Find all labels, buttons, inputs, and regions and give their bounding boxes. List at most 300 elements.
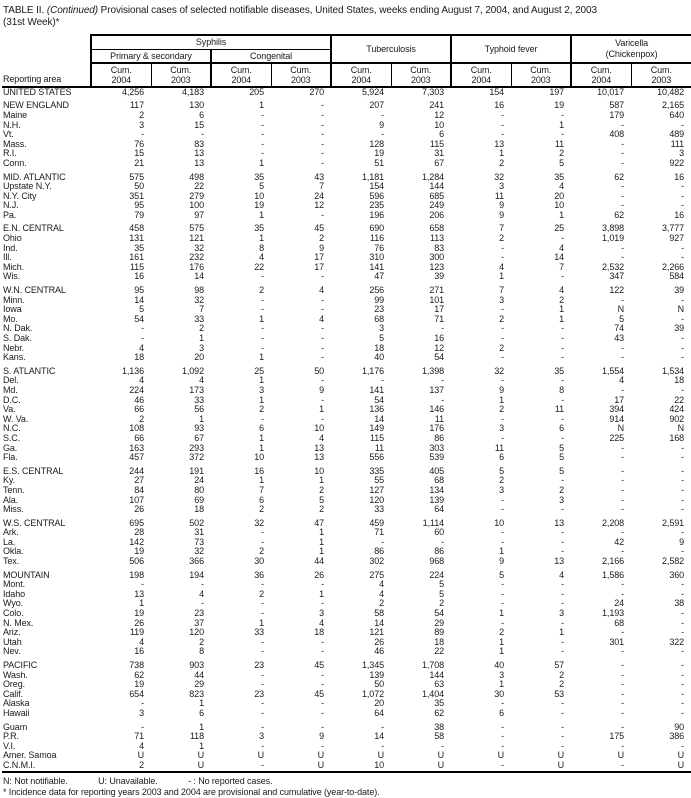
value-cell: - bbox=[681, 698, 685, 709]
value-cell: 4 bbox=[259, 252, 264, 263]
value-cell: - bbox=[621, 504, 625, 515]
value-cell: - bbox=[621, 721, 625, 732]
value-cell: 5 bbox=[259, 181, 264, 192]
value-cell: - bbox=[321, 375, 325, 386]
value-cell: 24 bbox=[614, 598, 625, 609]
value-cell: 30 bbox=[254, 556, 264, 567]
value-cell: 1,019 bbox=[602, 233, 625, 244]
table-row bbox=[2, 453, 691, 463]
value-cell: 40 bbox=[494, 660, 505, 670]
value-cell: 360 bbox=[669, 569, 685, 580]
reporting-area-cell: D.C. bbox=[3, 394, 21, 405]
value-cell: 10 bbox=[374, 759, 385, 770]
value-cell: 15 bbox=[134, 148, 144, 159]
value-cell: 9 bbox=[499, 556, 505, 567]
table-row bbox=[2, 87, 691, 98]
value-cell: 539 bbox=[429, 452, 445, 463]
value-cell: 51 bbox=[374, 157, 385, 168]
reporting-area-cell: Oreg. bbox=[3, 679, 26, 690]
value-cell: 1 bbox=[199, 740, 204, 751]
value-cell: 8 bbox=[259, 242, 264, 253]
value-cell: - bbox=[261, 740, 264, 751]
column-header-cum-2003-4 bbox=[511, 63, 571, 87]
value-cell: - bbox=[681, 617, 685, 628]
value-cell: 5 bbox=[619, 313, 625, 324]
reporting-area-cell: UNITED STATES bbox=[3, 86, 72, 97]
reporting-area-cell: Upstate N.Y. bbox=[3, 181, 52, 192]
value-cell: - bbox=[621, 252, 625, 263]
value-cell: 18 bbox=[194, 504, 204, 515]
value-cell: 58 bbox=[434, 731, 445, 742]
column-header-cum-2003-2 bbox=[271, 63, 331, 87]
value-cell: 1 bbox=[259, 233, 264, 244]
value-cell: 1 bbox=[139, 598, 144, 609]
value-cell: 1 bbox=[259, 352, 264, 363]
value-cell: 5 bbox=[439, 579, 445, 590]
value-cell: 2 bbox=[499, 313, 505, 324]
value-cell: - bbox=[561, 233, 565, 244]
table-row bbox=[2, 751, 691, 761]
value-cell: 29 bbox=[194, 679, 204, 690]
value-cell: 3 bbox=[139, 707, 144, 718]
table-row bbox=[2, 121, 691, 131]
value-cell: - bbox=[681, 527, 685, 538]
value-cell: 121 bbox=[189, 233, 204, 244]
value-cell: - bbox=[681, 342, 685, 353]
value-cell: - bbox=[501, 759, 505, 770]
value-cell: 71 bbox=[434, 313, 445, 324]
value-cell: 191 bbox=[189, 465, 204, 476]
reporting-area-cell: Vt. bbox=[3, 129, 14, 140]
value-cell: - bbox=[681, 190, 685, 201]
table-row bbox=[2, 680, 691, 690]
value-cell: 6 bbox=[259, 494, 264, 505]
value-cell: 68 bbox=[374, 313, 385, 324]
value-cell: 14 bbox=[374, 413, 385, 424]
value-cell: 17 bbox=[314, 252, 325, 263]
value-cell: 4 bbox=[199, 588, 204, 599]
value-cell: 76 bbox=[134, 138, 144, 149]
value-cell: 1 bbox=[199, 698, 204, 709]
value-cell: - bbox=[621, 759, 625, 770]
value-cell: 66 bbox=[134, 432, 144, 443]
value-cell: - bbox=[561, 271, 565, 282]
value-cell: 23 bbox=[194, 608, 204, 619]
value-cell: 1,092 bbox=[181, 365, 204, 376]
value-cell: 142 bbox=[129, 536, 144, 547]
value-cell: - bbox=[561, 333, 565, 343]
value-cell: 73 bbox=[194, 536, 204, 547]
value-cell: - bbox=[261, 129, 264, 140]
value-cell: 56 bbox=[194, 404, 204, 415]
value-cell: - bbox=[621, 181, 625, 192]
table-row bbox=[2, 130, 691, 140]
value-cell: 99 bbox=[374, 294, 385, 305]
value-cell: 902 bbox=[669, 413, 685, 424]
year-label: 2003 bbox=[170, 74, 191, 85]
value-cell: 12 bbox=[434, 342, 445, 353]
value-cell: 13 bbox=[134, 588, 144, 599]
value-cell: 43 bbox=[614, 333, 625, 343]
value-cell: 198 bbox=[129, 569, 144, 580]
value-cell: 90 bbox=[674, 721, 685, 732]
value-cell: - bbox=[321, 304, 325, 315]
cum-label: Cum. bbox=[230, 64, 252, 75]
value-cell: 67 bbox=[434, 157, 445, 168]
table-row bbox=[2, 496, 691, 506]
value-cell: 10 bbox=[314, 465, 325, 476]
value-cell: 256 bbox=[369, 285, 385, 296]
value-cell: - bbox=[261, 119, 264, 130]
value-cell: 17 bbox=[434, 304, 445, 315]
value-cell: 5,924 bbox=[362, 86, 385, 97]
value-cell: 8 bbox=[199, 646, 204, 657]
value-cell: 394 bbox=[609, 404, 625, 415]
value-cell: - bbox=[261, 598, 264, 609]
value-cell: 7,303 bbox=[422, 86, 445, 97]
value-cell: 107 bbox=[129, 494, 144, 505]
value-cell: 1 bbox=[499, 271, 505, 282]
value-cell: - bbox=[621, 200, 625, 211]
value-cell: 146 bbox=[429, 404, 445, 415]
value-cell: - bbox=[561, 129, 565, 140]
reporting-area-cell: Mass. bbox=[3, 138, 27, 149]
varicella-label-line2: (Chickenpox) bbox=[605, 48, 658, 59]
table-row bbox=[2, 528, 691, 538]
value-cell: U bbox=[317, 759, 325, 770]
value-cell: 206 bbox=[429, 209, 445, 220]
value-cell: 19 bbox=[134, 608, 144, 619]
column-header-cum-2004-3 bbox=[331, 63, 391, 87]
value-cell: 224 bbox=[129, 384, 144, 395]
value-cell: 5 bbox=[319, 494, 325, 505]
value-cell: 457 bbox=[129, 452, 144, 463]
cum-label: Cum. bbox=[590, 64, 612, 75]
value-cell: 67 bbox=[194, 432, 204, 443]
value-cell: 141 bbox=[369, 384, 385, 395]
value-cell: 2,165 bbox=[662, 100, 685, 111]
value-cell: 45 bbox=[314, 223, 325, 234]
value-cell: 83 bbox=[194, 138, 204, 149]
value-cell: - bbox=[621, 384, 625, 395]
value-cell: 386 bbox=[669, 731, 685, 742]
reporting-area-cell: W. Va. bbox=[3, 413, 29, 424]
value-cell: 695 bbox=[129, 517, 144, 528]
value-cell: 654 bbox=[129, 688, 144, 699]
value-cell: 16 bbox=[674, 171, 685, 182]
value-cell: 1,136 bbox=[121, 365, 144, 376]
value-cell: - bbox=[621, 157, 625, 168]
value-cell: - bbox=[681, 119, 685, 130]
value-cell: - bbox=[321, 707, 325, 718]
value-cell: 12 bbox=[314, 200, 325, 211]
value-cell: - bbox=[681, 333, 685, 343]
value-cell: 25 bbox=[554, 223, 565, 234]
value-cell: 144 bbox=[429, 181, 445, 192]
year-label: 2003 bbox=[290, 74, 311, 85]
value-cell: 1 bbox=[199, 333, 204, 343]
reporting-area-cell: V.I. bbox=[3, 740, 16, 751]
value-cell: 69 bbox=[194, 494, 204, 505]
value-cell: 45 bbox=[314, 660, 325, 670]
value-cell: 2 bbox=[259, 404, 264, 415]
table-row bbox=[2, 571, 691, 581]
value-cell: 101 bbox=[429, 294, 445, 305]
value-cell: 2,582 bbox=[662, 556, 685, 567]
value-cell: 39 bbox=[674, 323, 685, 334]
value-cell: 556 bbox=[369, 452, 385, 463]
value-cell: 32 bbox=[194, 242, 204, 253]
value-cell: - bbox=[321, 209, 325, 220]
value-cell: 76 bbox=[374, 242, 385, 253]
value-cell: - bbox=[681, 475, 685, 486]
table-row bbox=[2, 732, 691, 742]
value-cell: 3 bbox=[499, 294, 505, 305]
value-cell: - bbox=[681, 352, 685, 363]
value-cell: - bbox=[501, 731, 505, 742]
value-cell: 4,183 bbox=[181, 86, 204, 97]
value-cell: 13 bbox=[554, 517, 565, 528]
cum-label: Cum. bbox=[530, 64, 552, 75]
value-cell: 44 bbox=[194, 669, 204, 680]
value-cell: 35 bbox=[254, 171, 264, 182]
value-cell: 424 bbox=[669, 404, 685, 415]
value-cell: - bbox=[141, 333, 144, 343]
value-cell: U bbox=[437, 759, 445, 770]
value-cell: - bbox=[681, 740, 685, 751]
value-cell: 115 bbox=[129, 261, 144, 272]
value-cell: 22 bbox=[194, 181, 204, 192]
value-cell: - bbox=[621, 242, 625, 253]
value-cell: 690 bbox=[369, 223, 385, 234]
value-cell: - bbox=[381, 740, 385, 751]
value-cell: 83 bbox=[434, 242, 445, 253]
value-cell: - bbox=[201, 598, 204, 609]
varicella-label-line1: Varicella bbox=[615, 38, 649, 49]
value-cell: 271 bbox=[429, 285, 445, 296]
value-cell: 1,114 bbox=[422, 517, 445, 528]
value-cell: 134 bbox=[429, 484, 445, 495]
value-cell: 2 bbox=[499, 475, 505, 486]
value-cell: 63 bbox=[434, 679, 445, 690]
value-cell: 16 bbox=[134, 646, 144, 657]
value-cell: 11 bbox=[554, 138, 565, 149]
value-cell: 131 bbox=[129, 233, 144, 244]
value-cell: - bbox=[561, 579, 565, 590]
reporting-area-cell: Wash. bbox=[3, 669, 28, 680]
table-row bbox=[2, 580, 691, 590]
value-cell: 10 bbox=[254, 190, 264, 201]
value-cell: - bbox=[321, 598, 325, 609]
value-cell: - bbox=[681, 313, 685, 324]
value-cell: - bbox=[261, 342, 264, 353]
value-cell: 43 bbox=[314, 171, 325, 182]
value-cell: - bbox=[201, 579, 204, 590]
reporting-area-cell: N.Y. City bbox=[3, 190, 37, 201]
value-cell: - bbox=[261, 138, 264, 149]
value-cell: 97 bbox=[194, 209, 204, 220]
reporting-area-cell: Maine bbox=[3, 109, 28, 120]
value-cell: 1 bbox=[559, 304, 565, 315]
value-cell: 35 bbox=[554, 171, 565, 182]
value-cell: 2,532 bbox=[602, 261, 625, 272]
table-row bbox=[2, 557, 691, 567]
value-cell: - bbox=[621, 546, 625, 557]
value-cell: 18 bbox=[314, 627, 325, 638]
value-cell: 1 bbox=[319, 475, 325, 486]
footnote-incidence: * Incidence data for reporting years 2003 and 2004 are provisional and cumulative (year-to-date). bbox=[3, 786, 380, 797]
value-cell: N bbox=[677, 423, 685, 434]
value-cell: - bbox=[561, 546, 565, 557]
value-cell: 1 bbox=[259, 394, 264, 405]
value-cell: - bbox=[621, 494, 625, 505]
table-row bbox=[2, 305, 691, 315]
value-cell: - bbox=[501, 432, 505, 443]
value-cell: 1 bbox=[199, 721, 204, 732]
value-cell: - bbox=[621, 442, 625, 453]
value-cell: - bbox=[501, 323, 505, 334]
value-cell: - bbox=[501, 242, 505, 253]
value-cell: - bbox=[681, 484, 685, 495]
reporting-area-cell: Idaho bbox=[3, 588, 26, 599]
value-cell: - bbox=[321, 294, 325, 305]
value-cell: - bbox=[261, 333, 264, 343]
value-cell: 10,017 bbox=[597, 86, 625, 97]
value-cell: 4 bbox=[379, 579, 385, 590]
table-row bbox=[2, 149, 691, 159]
value-cell: 84 bbox=[134, 484, 144, 495]
value-cell: - bbox=[501, 304, 505, 315]
table-row bbox=[2, 315, 691, 325]
value-cell: N bbox=[617, 423, 625, 434]
value-cell: 4 bbox=[619, 375, 625, 386]
value-cell: - bbox=[561, 375, 565, 386]
value-cell: 3,777 bbox=[662, 223, 685, 234]
value-cell: 3 bbox=[679, 148, 685, 159]
value-cell: 11 bbox=[374, 442, 385, 453]
reporting-area-cell: Ind. bbox=[3, 242, 18, 253]
value-cell: 21 bbox=[134, 157, 144, 168]
value-cell: 4 bbox=[139, 342, 144, 353]
value-cell: 36 bbox=[254, 569, 264, 580]
value-cell: 2 bbox=[319, 233, 325, 244]
value-cell: 3 bbox=[319, 608, 325, 619]
value-cell: 35 bbox=[554, 365, 565, 376]
value-cell: - bbox=[621, 484, 625, 495]
value-cell: 17 bbox=[314, 261, 325, 272]
value-cell: 173 bbox=[189, 384, 204, 395]
congenital-header: Congenital bbox=[211, 50, 331, 63]
value-cell: 1 bbox=[499, 636, 505, 647]
table-row bbox=[2, 201, 691, 211]
value-cell: 3 bbox=[199, 342, 204, 353]
value-cell: 5 bbox=[559, 452, 565, 463]
value-cell: 44 bbox=[314, 556, 325, 567]
value-cell: 18 bbox=[134, 352, 144, 363]
cum-label: Cum. bbox=[110, 64, 132, 75]
reporting-area-cell: Pa. bbox=[3, 209, 17, 220]
table-row bbox=[2, 467, 691, 477]
value-cell: 1,554 bbox=[602, 365, 625, 376]
value-cell: - bbox=[561, 527, 565, 538]
value-cell: 335 bbox=[369, 465, 385, 476]
value-cell: 9 bbox=[319, 384, 325, 395]
value-cell: - bbox=[561, 646, 565, 657]
value-cell: 33 bbox=[374, 504, 385, 515]
table-body bbox=[2, 87, 691, 772]
reporting-area-cell: Mich. bbox=[3, 261, 25, 272]
value-cell: 575 bbox=[129, 171, 144, 182]
value-cell: 4 bbox=[139, 740, 144, 751]
value-cell: 6 bbox=[199, 707, 204, 718]
value-cell: 62 bbox=[614, 171, 625, 182]
value-cell: - bbox=[561, 536, 565, 547]
table-row bbox=[2, 396, 691, 406]
value-cell: U bbox=[257, 750, 264, 761]
table-row bbox=[2, 353, 691, 363]
value-cell: 9 bbox=[499, 384, 505, 395]
value-cell: 24 bbox=[194, 475, 204, 486]
value-cell: - bbox=[441, 394, 445, 405]
value-cell: - bbox=[621, 190, 625, 201]
value-cell: - bbox=[681, 546, 685, 557]
value-cell: 196 bbox=[369, 209, 385, 220]
reporting-area-cell: S.C. bbox=[3, 432, 21, 443]
value-cell: 3 bbox=[139, 119, 144, 130]
year-label: 2004 bbox=[111, 74, 132, 85]
value-cell: 903 bbox=[189, 660, 204, 670]
value-cell: 6 bbox=[199, 109, 204, 120]
value-cell: - bbox=[561, 707, 565, 718]
value-cell: 922 bbox=[669, 157, 685, 168]
value-cell: 5 bbox=[559, 465, 565, 476]
table-row bbox=[2, 476, 691, 486]
value-cell: 115 bbox=[369, 432, 385, 443]
value-cell: 10 bbox=[254, 452, 264, 463]
value-cell: 19 bbox=[554, 100, 565, 111]
value-cell: 176 bbox=[429, 423, 445, 434]
value-cell: - bbox=[321, 646, 325, 657]
value-cell: U bbox=[137, 750, 144, 761]
value-cell: 50 bbox=[314, 365, 325, 376]
reporting-area-cell: N.J. bbox=[3, 200, 19, 211]
table-title bbox=[2, 5, 689, 29]
value-cell: 658 bbox=[429, 223, 445, 234]
title-line1 bbox=[3, 5, 689, 17]
value-cell: 115 bbox=[429, 138, 445, 149]
value-cell: 14 bbox=[374, 617, 385, 628]
value-cell: 46 bbox=[134, 394, 144, 405]
year-label: 2003 bbox=[410, 74, 431, 85]
value-cell: 62 bbox=[434, 707, 445, 718]
value-cell: - bbox=[321, 394, 325, 405]
table-row bbox=[2, 140, 691, 150]
value-cell: 95 bbox=[134, 200, 144, 211]
value-cell: N bbox=[677, 304, 685, 315]
value-cell: - bbox=[261, 304, 264, 315]
value-cell: 11 bbox=[494, 442, 505, 453]
value-cell: - bbox=[321, 271, 325, 282]
value-cell: - bbox=[381, 536, 385, 547]
value-cell: 2,591 bbox=[662, 517, 685, 528]
table-row bbox=[2, 334, 691, 344]
value-cell: - bbox=[681, 679, 685, 690]
value-cell: 68 bbox=[434, 475, 445, 486]
value-cell: 458 bbox=[129, 223, 144, 234]
table-row bbox=[2, 367, 691, 377]
value-cell: - bbox=[501, 119, 505, 130]
reporting-area-cell: W.N. CENTRAL bbox=[3, 285, 66, 296]
